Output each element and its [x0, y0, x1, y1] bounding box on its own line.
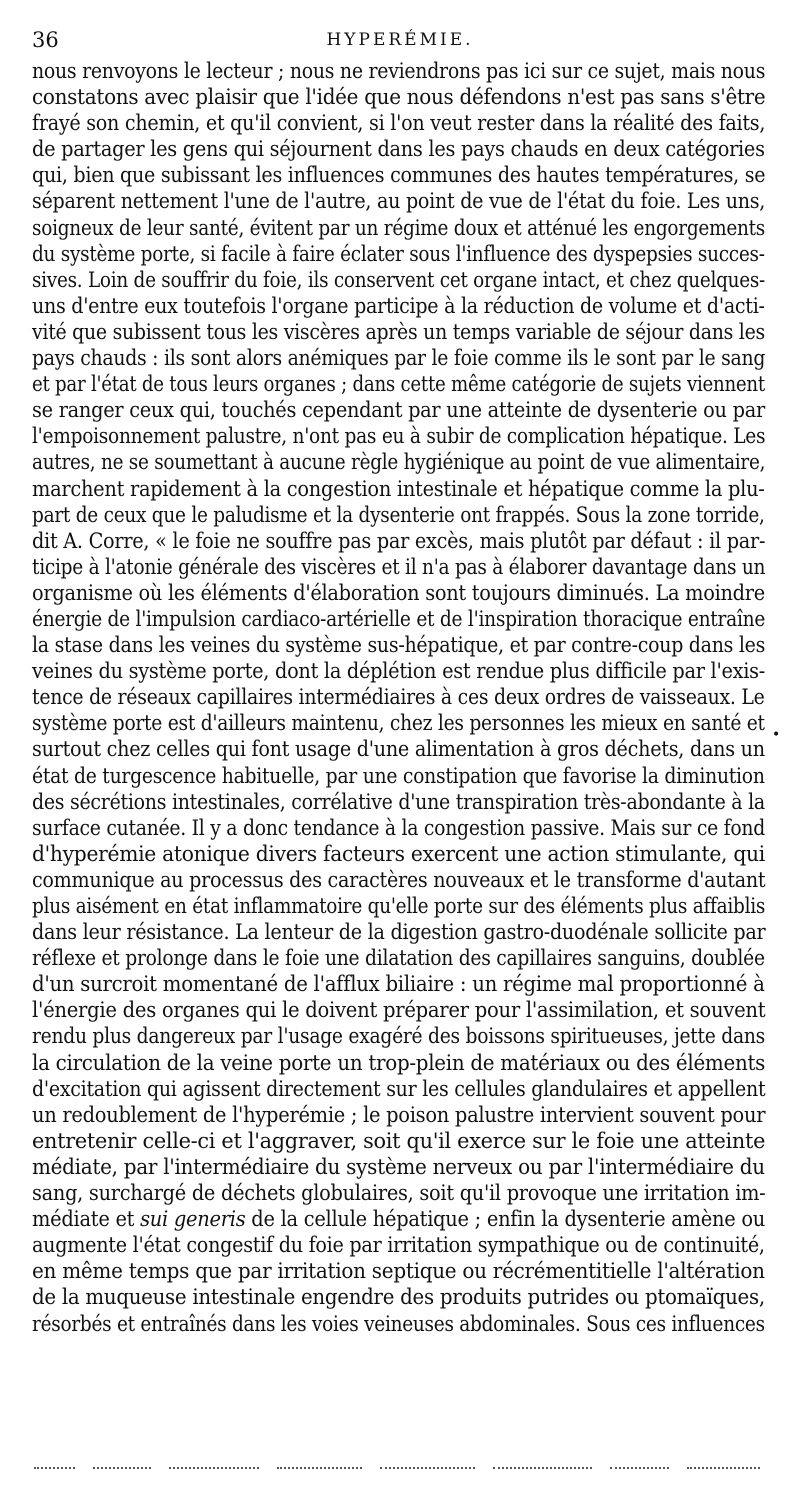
text-line: en même temps que par irritation septique ou récrémentitielle l'altération [32, 1259, 765, 1284]
text-line: dit A. Corre, « le foie ne souffre pas par excès, mais plutôt par défaut : il par- [32, 528, 766, 553]
text-line: part de ceux que le paludisme et la dysenterie ont frappés. Sous la zone torride, [32, 502, 765, 527]
text-line: résorbés et entraînés dans les voies veineuses abdominales. Sous ces influences [32, 1311, 765, 1336]
text-line: constatons avec plaisir que l'idée que nous défendons n'est pas sans s'être [32, 85, 766, 110]
text-line: augmente l'état congestif du foie par irritation sympathique ou de continuité, [32, 1233, 765, 1258]
page-number: 36 [32, 28, 59, 52]
text-line: la stase dans les veines du système sus-hépatique, et par contre-coup dans les [32, 633, 766, 658]
footer-dots-segment [493, 1467, 592, 1472]
text-line: vité que subissent tous les viscères après un temps variable de séjour dans les [32, 319, 765, 344]
text-line: du système porte, si facile à faire éclater sous l'influence des dyspepsies succes- [32, 241, 765, 266]
text-line: entretenir celle-ci et l'aggraver, soit qu'il exerce sur le foie une atteinte [32, 1128, 766, 1153]
footer-dots-segment [687, 1467, 760, 1472]
text-line: état de turgescence habituelle, par une constipation que favorise la diminution [32, 763, 765, 788]
text-line: la circulation de la veine porte un trop-plein de matériaux ou des éléments [32, 1050, 766, 1075]
text-line: surtout chez celles qui font usage d'une alimentation à gros déchets, dans un [32, 737, 765, 762]
text-line: d'un surcroit momentané de l'afflux biliaire : un régime mal proportionné à [32, 972, 765, 997]
page-header [32, 28, 768, 52]
text-line: communique au processus des caractères nouveaux et le transforme d'autant [32, 867, 766, 892]
text-line [32, 1206, 766, 1232]
text-line: l'énergie des organes qui le doivent préparer pour l'assimilation, et souvent [32, 998, 766, 1023]
stray-dot-mark: • [772, 727, 781, 743]
text-line: système porte est d'ailleurs maintenu, chez les personnes les mieux en santé et [32, 711, 765, 736]
text-line: soigneux de leur santé, évitent par un régime doux et atténué les engorgements [32, 215, 766, 240]
footer-dots-segment [380, 1467, 475, 1472]
text-line: pays chauds : ils sont alors anémiques par le foie comme ils le sont par le sang [32, 346, 766, 371]
text-line: qui, bien que subissant les influences communes des hautes températures, se [32, 163, 766, 188]
text-line: dans leur résistance. La lenteur de la digestion gastro-duodénale sollicite par [32, 920, 766, 945]
text-line: de partager les gens qui séjournent dans les pays chauds en deux catégories [32, 137, 765, 162]
text-line: énergie de l'impulsion cardiaco-artérielle et de l'inspiration thoracique entraîne [32, 606, 766, 631]
text-segment: de la cellule hépatique ; enfin la dysenterie amène ou [245, 1207, 766, 1232]
text-line: ticipe à l'atonie générale des viscères et il n'a pas à élaborer davantage dans un [32, 554, 766, 579]
text-line: tence de réseaux capillaires intermédiaires à ces deux ordres de vaisseaux. Le [32, 685, 765, 710]
body-paragraph [32, 58, 765, 1337]
text-line: des sécrétions intestinales, corrélative d'une transpiration très-abondante à la [32, 789, 765, 814]
text-line: plus aisément en état inflammatoire qu'elle porte sur des éléments plus affaiblis [32, 894, 766, 918]
italic-latin-phrase: sui generis [140, 1207, 246, 1232]
text-line: réflexe et prolonge dans le foie une dilatation des capillaires sanguins, doublée [32, 946, 765, 971]
text-line: marchent rapidement à la congestion intestinale et hépatique comme la plu- [32, 476, 765, 501]
footer-dotted-rule [34, 1465, 760, 1473]
text-line: uns d'entre eux toutefois l'organe participe à la réduction de volume et d'acti- [32, 293, 765, 318]
text-line: sives. Loin de souffrir du foie, ils conservent cet organe intact, et chez quelques- [32, 267, 765, 292]
text-line: nous renvoyons le lecteur ; nous ne reviendrons pas ici sur ce sujet, mais nous [32, 59, 766, 83]
footer-dots-segment [34, 1467, 75, 1472]
text-line: autres, ne se soumettant à aucune règle hygiénique au point de vue alimentaire, [32, 450, 766, 475]
text-line: organisme où les éléments d'élaboration sont toujours diminués. La moindre [32, 580, 765, 605]
text-line: un redoublement de l'hyperémie ; le poison palustre intervient souvent pour [32, 1102, 766, 1127]
running-title: HYPERÉMIE. [326, 30, 474, 50]
text-line: de la muqueuse intestinale engendre des produits putrides ou ptomaïques, [32, 1285, 765, 1310]
text-line: d'hyperémie atonique divers facteurs exercent une action stimulante, qui [32, 841, 765, 866]
text-line: médiate, par l'intermédiaire du système nerveux ou par l'intermédiaire du [32, 1154, 765, 1179]
text-line: se ranger ceux qui, touchés cependant par une atteinte de dysenterie ou par [32, 398, 765, 423]
footer-dots-segment [169, 1467, 260, 1472]
text-line: rendu plus dangereux par l'usage exagéré des boissons spiritueuses, jette dans [32, 1024, 765, 1049]
text-line: surface cutanée. Il y a donc tendance à la congestion passive. Mais sur ce fond [32, 815, 766, 840]
text-line: sang, surchargé de déchets globulaires, soit qu'il provoque une irritation im- [32, 1181, 766, 1206]
footer-dots-segment [93, 1467, 150, 1472]
text-line: frayé son chemin, et qu'il convient, si l'on veut rester dans la réalité des faits, [32, 111, 766, 136]
text-line: veines du système porte, dont la déplétion est rendue plus difficile par l'exis- [32, 659, 766, 684]
footer-dots-segment [610, 1467, 669, 1472]
text-segment: médiate et [32, 1207, 141, 1232]
text-line: l'empoisonnement palustre, n'ont pas eu à subir de complication hépatique. Les [32, 424, 766, 449]
text-line: séparent nettement l'une de l'autre, au point de vue de l'état du foie. Les uns, [32, 189, 766, 214]
text-line: d'excitation qui agissent directement sur les cellules glandulaires et appellent [32, 1076, 766, 1101]
text-line: et par l'état de tous leurs organes ; dans cette même catégorie de sujets viennent [32, 372, 765, 397]
footer-dots-segment [277, 1467, 362, 1472]
